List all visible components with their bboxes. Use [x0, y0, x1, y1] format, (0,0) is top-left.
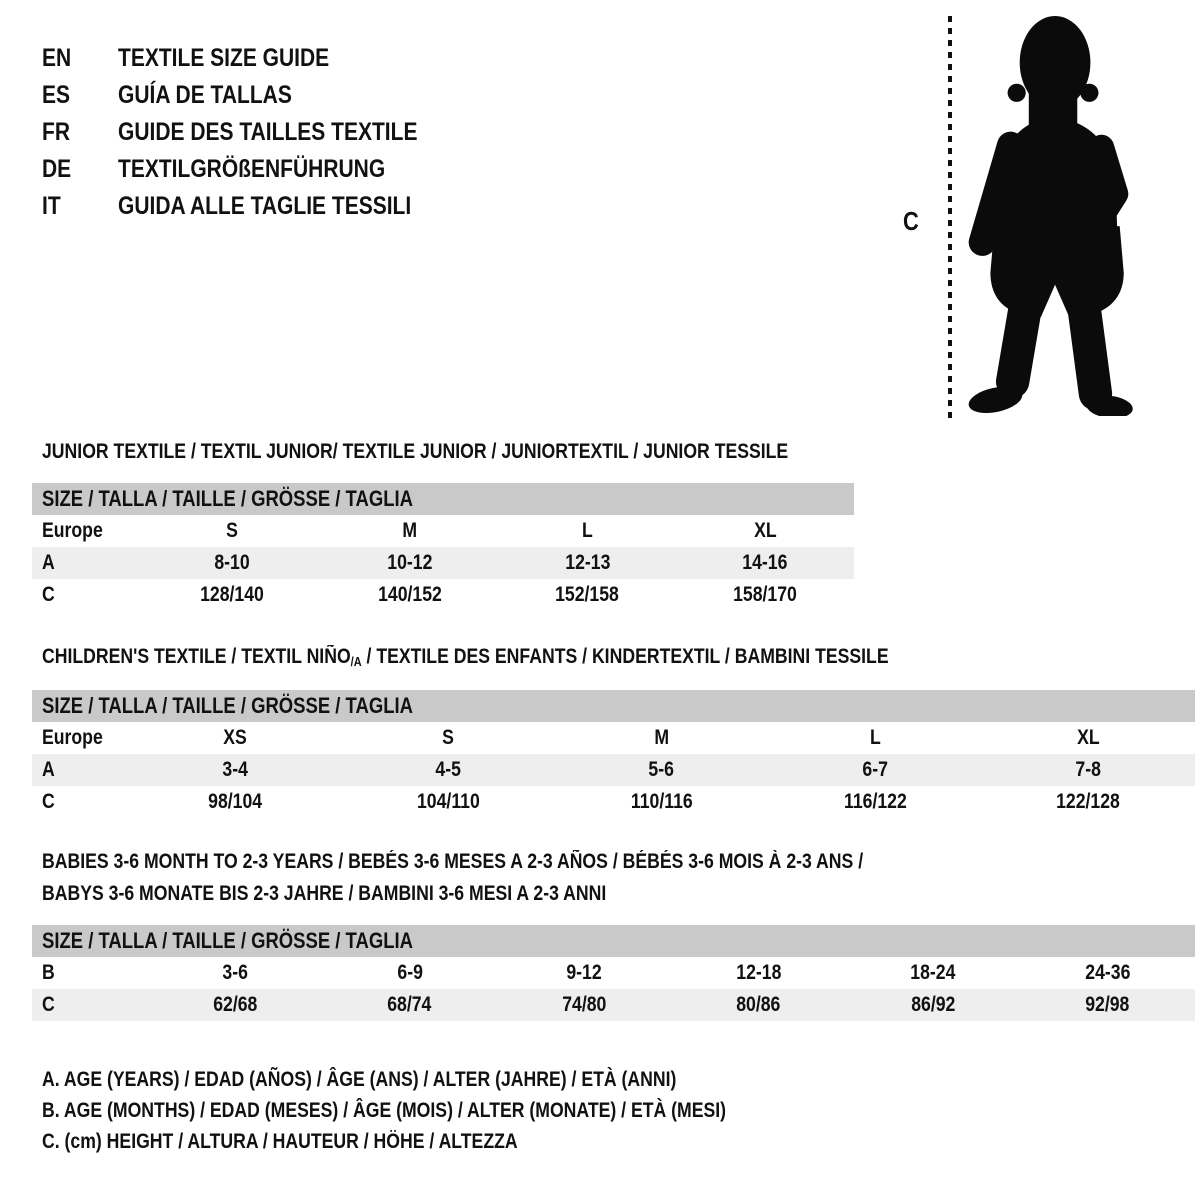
footnote-line: [42, 1126, 856, 1157]
section-title-segment: BABYS 3-6 MONATE BIS 2-3 JAHRE / BAMBINI 3-6 MESI A 2-3 ANNI: [42, 882, 607, 905]
toddler-silhouette: [962, 12, 1138, 416]
language-guide-title: [118, 77, 325, 114]
language-code-text: ES: [42, 81, 71, 109]
size-value-cell: [1021, 957, 1196, 989]
language-code-text: FR: [42, 118, 70, 146]
size-value-cell: [676, 579, 854, 611]
size-value-text: 62/68: [213, 993, 258, 1016]
section-title-segment: / TEXTILE DES ENFANTS / KINDERTEXTIL / BAMBINI TESSILE: [361, 645, 889, 668]
section-children: [32, 641, 1195, 818]
size-value-text: 122/128: [1056, 790, 1121, 813]
table-row: [32, 754, 1195, 786]
section-title-segment: JUNIOR TEXTILE / TEXTIL JUNIOR/ TEXTILE JUNIOR / JUNIORTEXTIL / JUNIOR TESSILE: [42, 440, 789, 463]
size-value-cell: [341, 722, 554, 754]
language-code: [42, 77, 118, 114]
size-value-cell: [341, 754, 554, 786]
height-measure-label-text: C: [903, 206, 919, 236]
section-title-segment: CHILDREN'S TEXTILE / TEXTIL NIÑO: [42, 645, 351, 668]
size-value-text: XS: [222, 726, 247, 749]
size-value-cell: [982, 722, 1195, 754]
size-value-cell: [499, 547, 677, 579]
section-title: [32, 878, 1195, 910]
row-label: [32, 754, 128, 786]
row-label-text: A: [42, 758, 55, 781]
size-value-cell: [148, 957, 323, 989]
size-value-text: 24-36: [1085, 961, 1131, 984]
footnote-line: [42, 1064, 856, 1095]
size-value-text: XL: [753, 519, 777, 542]
row-label: [32, 786, 128, 818]
size-value-cell: [1021, 989, 1196, 1021]
language-guide-title: [118, 188, 467, 225]
row-label-text: C: [42, 790, 55, 813]
section-title-text: [42, 641, 889, 675]
table-row: [32, 547, 854, 579]
size-value-cell: [676, 515, 854, 547]
size-header-bar-text: SIZE / TALLA / TAILLE / GRÖSSE / TAGLIA: [42, 486, 413, 511]
language-guide-title-text: TEXTILGRÖßENFÜHRUNG: [118, 155, 386, 183]
row-label: [32, 547, 143, 579]
size-value-cell: [672, 957, 847, 989]
language-code: [42, 151, 118, 188]
language-guide-title-text: GUÍA DE TALLAS: [118, 81, 292, 109]
size-value-text: 12-13: [564, 551, 610, 574]
size-value-text: 7-8: [1075, 758, 1102, 781]
size-value-text: 6-9: [396, 961, 423, 984]
language-row: [42, 188, 475, 225]
size-value-text: 92/98: [1085, 993, 1130, 1016]
section-title-segment: /A: [350, 653, 362, 669]
language-code: [42, 188, 118, 225]
size-value-cell: [148, 989, 323, 1021]
size-value-text: 116/122: [843, 790, 907, 813]
language-guide-title-text: GUIDE DES TAILLES TEXTILE: [118, 118, 418, 146]
table-row: [32, 722, 1195, 754]
size-value-cell: [499, 579, 677, 611]
row-label: [32, 957, 148, 989]
size-value-cell: [768, 754, 981, 786]
language-row: [42, 77, 475, 114]
row-label-text: Europe: [42, 726, 103, 749]
language-title-list: [42, 40, 475, 225]
section-title-text: [42, 878, 606, 910]
row-label-text: C: [42, 583, 55, 606]
size-value-text: 10-12: [387, 551, 433, 574]
height-measure-dashed-line: [948, 16, 952, 418]
size-header-bar: [32, 483, 854, 515]
size-value-cell: [128, 722, 341, 754]
language-row: [42, 114, 475, 151]
language-guide-title: [118, 114, 475, 151]
size-value-cell: [555, 786, 768, 818]
size-value-cell: [555, 722, 768, 754]
size-value-cell: [768, 786, 981, 818]
section-title-segment: BABIES 3-6 MONTH TO 2-3 YEARS / BEBÉS 3-6 MESES A 2-3 AÑOS / BÉBÉS 3-6 MOIS À 2-3 ANS /: [42, 850, 864, 873]
size-header-bar-text: SIZE / TALLA / TAILLE / GRÖSSE / TAGLIA: [42, 928, 413, 953]
size-value-text: 140/152: [377, 583, 442, 606]
language-row: [42, 151, 475, 188]
size-value-text: S: [442, 726, 454, 749]
table-row: [32, 786, 1195, 818]
size-value-cell: [846, 957, 1021, 989]
size-value-text: 158/170: [733, 583, 798, 606]
size-value-cell: [321, 547, 499, 579]
language-code-text: EN: [42, 44, 72, 72]
size-value-text: L: [581, 519, 593, 542]
size-value-text: 128/140: [199, 583, 264, 606]
size-value-cell: [497, 989, 672, 1021]
section-title: [32, 641, 1195, 675]
size-value-text: M: [402, 519, 417, 542]
language-code-text: IT: [42, 192, 61, 220]
section-babies: [32, 846, 1195, 1021]
size-value-text: 9-12: [566, 961, 602, 984]
section-title-text: [42, 846, 863, 878]
size-value-text: XL: [1077, 726, 1100, 749]
size-header-bar: [32, 690, 1195, 722]
size-value-text: 5-6: [648, 758, 675, 781]
size-value-text: 86/92: [911, 993, 956, 1016]
language-code: [42, 114, 118, 151]
size-value-cell: [321, 579, 499, 611]
size-header-bar-text: SIZE / TALLA / TAILLE / GRÖSSE / TAGLIA: [42, 693, 413, 718]
size-value-text: M: [654, 726, 669, 749]
size-value-text: 8-10: [214, 551, 250, 574]
footnote-text: A. AGE (YEARS) / EDAD (AÑOS) / ÂGE (ANS) / ALTER (JAHRE) / ETÀ (ANNI): [42, 1068, 677, 1091]
size-value-text: L: [869, 726, 881, 749]
table-row: [32, 579, 854, 611]
footnote-text: B. AGE (MONTHS) / EDAD (MESES) / ÂGE (MOIS) / ALTER (MONATE) / ETÀ (MESI): [42, 1099, 727, 1122]
footnote-line: [42, 1095, 856, 1126]
size-value-cell: [672, 989, 847, 1021]
size-value-text: 98/104: [207, 790, 262, 813]
table-row: [32, 957, 1195, 989]
size-value-text: 74/80: [562, 993, 607, 1016]
size-value-cell: [768, 722, 981, 754]
size-value-cell: [982, 786, 1195, 818]
size-value-text: 12-18: [736, 961, 782, 984]
section-junior: [32, 436, 854, 611]
section-title: [32, 436, 854, 468]
table-row: [32, 515, 854, 547]
row-label: [32, 515, 143, 547]
section-title: [32, 846, 1195, 878]
size-header-bar: [32, 925, 1195, 957]
row-label-text: C: [42, 993, 55, 1016]
footnote-text: C. (cm) HEIGHT / ALTURA / HAUTEUR / HÖHE / ALTEZZA: [42, 1130, 518, 1153]
size-value-text: 152/158: [555, 583, 620, 606]
size-value-text: 3-6: [222, 961, 248, 984]
size-value-text: 18-24: [910, 961, 956, 984]
size-value-cell: [143, 547, 321, 579]
language-code: [42, 40, 118, 77]
language-row: [42, 40, 475, 77]
size-value-cell: [846, 989, 1021, 1021]
language-code-text: DE: [42, 155, 72, 183]
row-label: [32, 579, 143, 611]
footnotes: [42, 1064, 856, 1157]
size-value-cell: [341, 786, 554, 818]
size-value-text: 14-16: [742, 551, 788, 574]
size-value-text: 110/116: [630, 790, 693, 813]
table-row: [32, 989, 1195, 1021]
size-value-text: 3-4: [221, 758, 248, 781]
row-label-text: Europe: [42, 519, 103, 542]
size-value-cell: [128, 786, 341, 818]
size-value-cell: [143, 579, 321, 611]
row-label: [32, 989, 148, 1021]
row-label-text: B: [42, 961, 55, 984]
size-value-cell: [497, 957, 672, 989]
language-guide-title: [118, 151, 436, 188]
size-value-text: 104/110: [416, 790, 480, 813]
size-value-cell: [676, 547, 854, 579]
size-value-cell: [323, 957, 498, 989]
section-title-text: [42, 436, 788, 468]
row-label: [32, 722, 128, 754]
size-value-cell: [321, 515, 499, 547]
size-value-text: 4-5: [435, 758, 461, 781]
language-guide-title: [118, 40, 369, 77]
size-value-cell: [143, 515, 321, 547]
size-value-text: 68/74: [387, 993, 432, 1016]
size-value-cell: [499, 515, 677, 547]
language-guide-title-text: GUIDA ALLE TAGLIE TESSILI: [118, 192, 412, 220]
row-label-text: A: [42, 551, 55, 574]
size-value-cell: [555, 754, 768, 786]
height-measure-label: [903, 206, 922, 237]
size-value-text: 6-7: [862, 758, 888, 781]
size-value-cell: [323, 989, 498, 1021]
language-guide-title-text: TEXTILE SIZE GUIDE: [118, 44, 330, 72]
size-value-text: S: [225, 519, 238, 542]
size-value-cell: [128, 754, 341, 786]
size-value-text: 80/86: [736, 993, 781, 1016]
size-value-cell: [982, 754, 1195, 786]
